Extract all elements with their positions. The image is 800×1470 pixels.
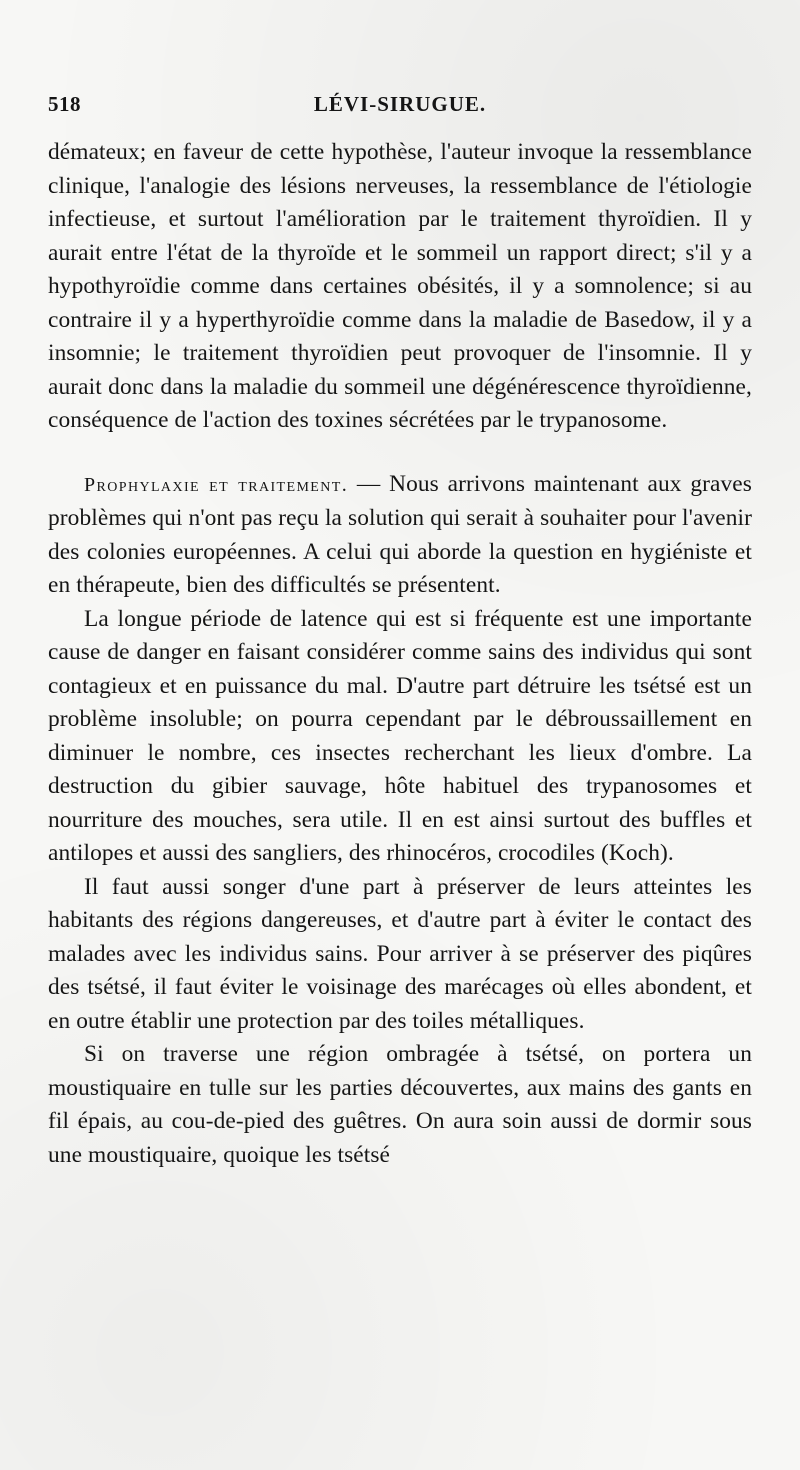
page-header — [48, 92, 752, 120]
paragraph-continuation: démateux; en faveur de cette hypothèse, l'auteur invoque la ressemblance clinique, l'analogie des lésions nerveuses, la ressemblance de l'étiologie infectieuse, et surtout l'amélioration par le traitement thyroïdien. Il y aurait entre l'état de la thyroïde et le sommeil un rapport direct; s'il y a hypothyroïdie comme dans certaines obésités, il y a somnolence; si au contraire il y a hyperthyroïdie comme dans la maladie de Basedow, il y a insomnie; le traitement thyroïdien peut provoquer de l'insomnie. Il y aurait donc dans la maladie du sommeil une dégénérescence thyroïdienne, conséquence de l'action des toxines sécrétées par le trypanosome. — [48, 139, 752, 433]
paragraph-prophylaxie — [48, 468, 752, 603]
paragraph-protection: Il faut aussi songer d'une part à préserver de leurs atteintes les habitants des régions dangereuses, et d'autre part à éviter le contact des malades avec les individus sains. Pour arriver à se préserver des piqûres des tsétsé, il faut éviter le voisinage des marécages où elles abondent, et en outre établir une protection par des toiles métalliques. — [48, 873, 752, 1034]
body-text — [48, 136, 752, 1172]
paragraph-latence: La longue période de latence qui est si fréquente est une importante cause de danger en faisant considérer comme sains des individus qui sont contagieux et en puissance du mal. D'autre part détruire les tsétsé est un problème insoluble; on pourra cependant par le débroussaillement en diminuer le nombre, ces insectes recherchant les lieux d'ombre. La destruction du gibier sauvage, hôte habituel des trypanosomes et nourriture des mouches, sera utile. Il en est ainsi surtout des buffles et antilopes et aussi des sangliers, des rhinocéros, crocodiles (Koch). — [48, 605, 752, 866]
page-number: 518 — [48, 92, 81, 116]
paragraph-moustiquaire: Si on traverse une région ombragée à tsétsé, on portera un moustiquaire en tulle sur les parties découvertes, aux mains des gants en fil épais, au cou-de-pied des guêtres. On aura soin aussi de dormir sous une moustiquaire, quoique les tsétsé — [48, 1041, 752, 1168]
section-heading: Prophylaxie et traitement. — [84, 473, 349, 496]
running-head: LÉVI-SIRUGUE. — [313, 92, 487, 116]
paragraph-prophylaxie-text: — Nous arrivons maintenant aux graves problèmes qui n'ont pas reçu la solution qui serait à souhaiter pour l'avenir des colonies européennes. A celui qui aborde la question en hygiéniste et en thérapeute, bien des difficultés se présentent. — [48, 470, 752, 598]
